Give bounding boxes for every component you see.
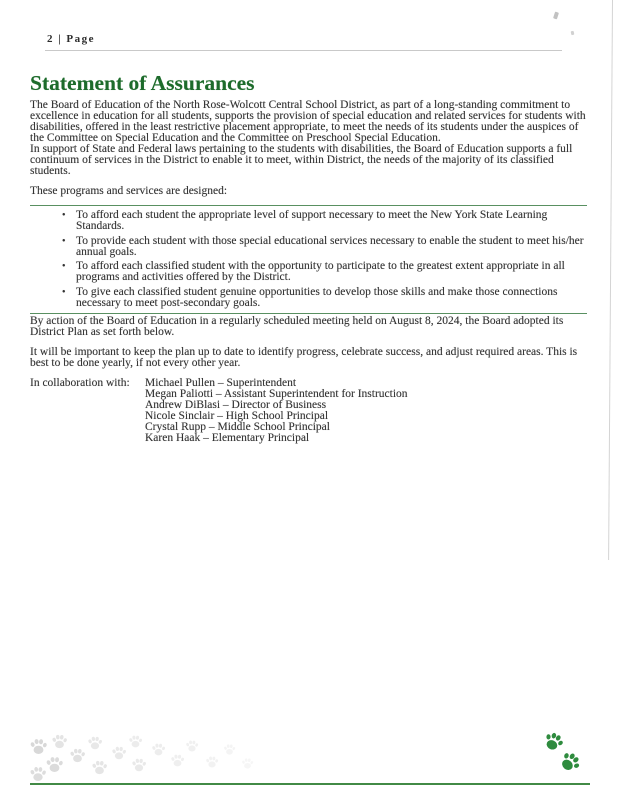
collaborator-list: [145, 378, 408, 444]
document-body: [30, 72, 587, 444]
bullet-text: To give each classified student genuine opportunities to develop those skills and make those connections necessary to meet post-secondary goals.: [76, 285, 558, 309]
scan-artifact-mark: [553, 12, 559, 20]
collaborator-item: Crystal Rupp – Middle School Principal: [145, 420, 330, 433]
bullet-marker: •: [62, 235, 66, 247]
bullet-item: [62, 287, 587, 309]
scan-artifact-mark: [571, 31, 575, 36]
header-divider: [45, 50, 562, 51]
page-title: Statement of Assurances: [30, 71, 255, 95]
bullet-text: To afford each student the appropriate level of support necessary to meet the New York State Learning Standards.: [76, 209, 548, 232]
bullet-marker: •: [62, 286, 66, 298]
bullet-item: [62, 210, 587, 232]
bullet-item: [62, 261, 587, 283]
footer-divider: [30, 783, 590, 785]
assurances-bullet-list: [30, 210, 587, 309]
programs-lead-in: These programs and services are designed:: [30, 185, 228, 197]
adoption-paragraph: By action of the Board of Education in a regularly scheduled meeting held on August 8, 2024, the Board adopted its District Plan as set forth below.: [30, 314, 564, 338]
bullet-text: To provide each student with those special educational services necessary to enable the student to meet his/her annual goals.: [76, 234, 584, 258]
collaborator-item: Karen Haak – Elementary Principal: [145, 431, 310, 444]
bullet-marker: •: [62, 210, 66, 221]
bullet-item: [62, 236, 587, 258]
section-divider-bottom: [30, 313, 587, 314]
bullet-text: To afford each classified student with the opportunity to participate to the greatest extent appropriate in all programs and activities offered by the District.: [76, 260, 565, 283]
scan-edge-line: [608, 0, 613, 560]
collaborator-item: Andrew DiBlasi – Director of Business: [145, 398, 327, 411]
section-divider-top: [30, 205, 587, 206]
bullet-marker: •: [62, 261, 66, 272]
maintenance-paragraph: It will be important to keep the plan up to date to identify progress, celebrate success, and adjust required areas. This is best to be done yearly, if not every other year.: [30, 345, 578, 369]
paw-watermark-pattern: [25, 731, 260, 786]
collaboration-block: [30, 378, 587, 444]
intro-paragraph-2: In support of State and Federal laws pertaining to the students with disabilities, the Board of Education supports a full continuum of services in the District to enable it to meet, within District, the needs of the majority of its classified students.: [30, 143, 573, 177]
page-number: 2 | Page: [47, 33, 96, 45]
intro-paragraph-1: The Board of Education of the North Rose-Wolcott Central School District, as part of a long-standing commitment to excellence in education for all students, supports the provision of special education and related services for students with disabilities, offered in the least restrictive placement appropriate, to meet the needs of its students under the auspices of the Committee on Special Education and the Committee on Preschool Special Education.: [30, 99, 586, 144]
collaborator-item: Nicole Sinclair – High School Principal: [145, 409, 329, 422]
collaborator-item: Megan Paliotti – Assistant Superintendent for Instruction: [145, 387, 408, 400]
collaborator-item: Michael Pullen – Superintendent: [145, 376, 297, 389]
collaboration-label: In collaboration with:: [30, 376, 130, 389]
